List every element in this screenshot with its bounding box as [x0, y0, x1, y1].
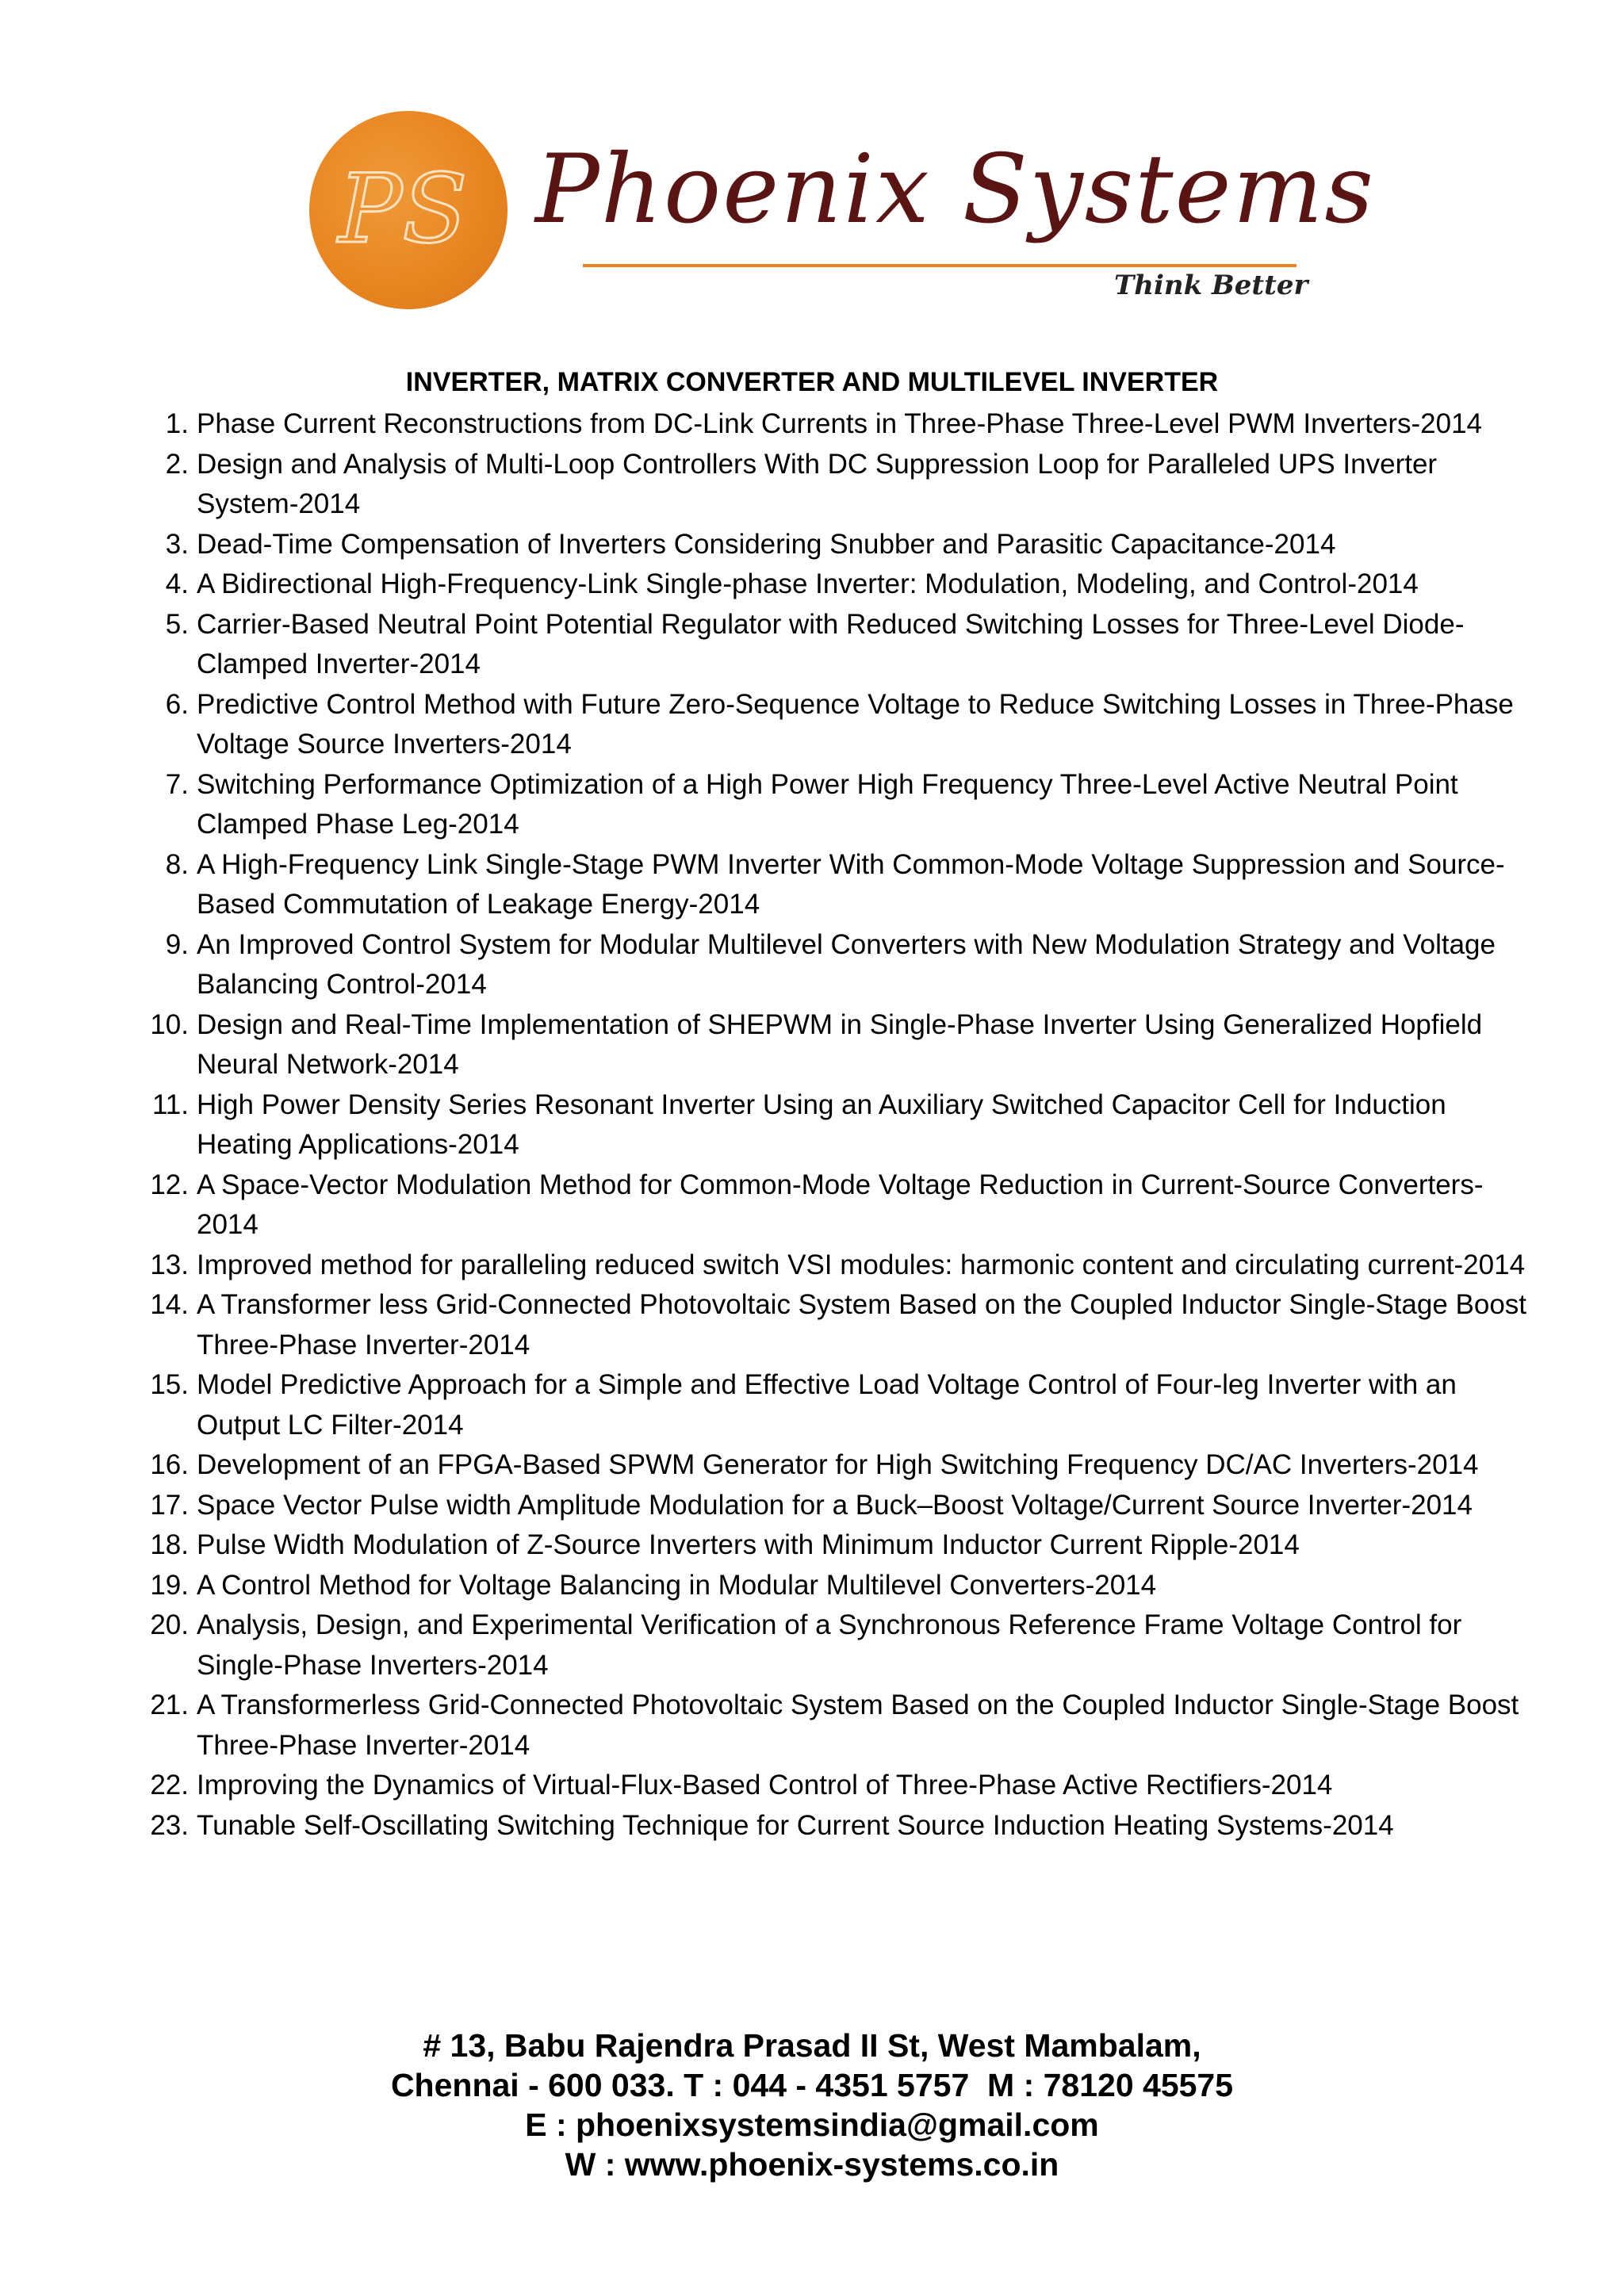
- list-item-number: 6.: [165, 688, 189, 720]
- list-item: [143, 1806, 1538, 1846]
- list-item: [143, 1445, 1538, 1486]
- list-item-title: A Space-Vector Modulation Method for Common-Mode Voltage Reduction in Current-Source Converters-2014: [197, 1169, 1484, 1240]
- list-item-number: 13.: [150, 1249, 189, 1280]
- list-item-title: Pulse Width Modulation of Z-Source Inverters with Minimum Inductor Current Ripple-2014: [197, 1529, 1300, 1560]
- contact-address: # 13, Babu Rajendra Prasad II St, West Mambalam,: [423, 2027, 1201, 2064]
- list-item-title: Space Vector Pulse width Amplitude Modulation for a Buck–Boost Voltage/Current Source Inverter-2014: [197, 1489, 1473, 1521]
- logo-emblem-icon: [309, 111, 508, 309]
- list-item-title: Dead-Time Compensation of Inverters Considering Snubber and Parasitic Capacitance-2014: [197, 528, 1336, 560]
- list-item-number: 9.: [165, 928, 189, 960]
- list-item-number: 15.: [150, 1369, 189, 1400]
- list-item-number: 12.: [150, 1169, 189, 1200]
- list-item-title: A Bidirectional High-Frequency-Link Single-phase Inverter: Modulation, Modeling, and Control-2014: [197, 568, 1419, 599]
- contact-block: [0, 2026, 1624, 2184]
- page-title: INVERTER, MATRIX CONVERTER AND MULTILEVEL INVERTER: [405, 367, 1219, 397]
- list-item-number: 16.: [150, 1449, 189, 1480]
- list-item: [143, 1766, 1538, 1806]
- list-item-title: Phase Current Reconstructions from DC-Link Currents in Three-Phase Three-Level PWM Inverters-2014: [197, 408, 1483, 439]
- list-item-number: 17.: [150, 1489, 189, 1521]
- list-item: [143, 1605, 1538, 1686]
- list-item: [143, 564, 1538, 605]
- list-item-number: 22.: [150, 1770, 189, 1800]
- list-item-title: Design and Real-Time Implementation of SHEPWM in Single-Phase Inverter Using Generalized Hopfield Neural Network-2014: [197, 1008, 1483, 1080]
- list-item: [143, 404, 1538, 445]
- list-item-title: High Power Density Series Resonant Inverter Using an Auxiliary Switched Capacitor Cell for Induction Heating Applications-2014: [197, 1089, 1446, 1160]
- list-item-number: 20.: [150, 1609, 189, 1640]
- list-item-title: Improved method for paralleling reduced switch VSI modules: harmonic content and circulating current-2014: [197, 1249, 1526, 1280]
- list-item-title: Design and Analysis of Multi-Loop Controllers With DC Suppression Loop for Paralleled UPS Inverter System-2014: [197, 448, 1438, 519]
- list-item-title: A Transformer less Grid-Connected Photovoltaic System Based on the Coupled Inductor Single-Stage Boost Three-Phase Inverter-2014: [197, 1289, 1527, 1360]
- list-item-number: 8.: [165, 848, 189, 880]
- logo-monogram: PS: [338, 155, 468, 265]
- list-item: [143, 685, 1538, 765]
- paper-list: [143, 404, 1538, 1846]
- list-item-title: Development of an FPGA-Based SPWM Generator for High Switching Frequency DC/AC Inverters-2014: [197, 1449, 1479, 1480]
- list-item-number: 18.: [150, 1529, 189, 1560]
- list-item: [143, 525, 1538, 565]
- list-item-number: 21.: [150, 1689, 189, 1720]
- list-item-title: An Improved Control System for Modular Multilevel Converters with New Modulation Strategy and Voltage Balancing Control-2014: [197, 928, 1496, 1000]
- list-item-title: Model Predictive Approach for a Simple and Effective Load Voltage Control of Four-leg Inverter with an Output LC Filter-2014: [197, 1369, 1457, 1441]
- list-item: [143, 1486, 1538, 1526]
- list-item: [143, 925, 1538, 1005]
- brand-tagline: Think Better: [1114, 270, 1308, 301]
- list-item-number: 5.: [165, 608, 189, 640]
- list-item-title: Carrier-Based Neutral Point Potential Regulator with Reduced Switching Losses for Three-Level Diode-Clamped Inverter-2014: [197, 608, 1465, 679]
- list-item: [143, 765, 1538, 845]
- list-item-title: Tunable Self-Oscillating Switching Technique for Current Source Induction Heating Systems-2014: [197, 1809, 1394, 1841]
- contact-city-phone: Chennai - 600 033. T : 044 - 4351 5757 M : 78120 45575: [390, 2067, 1234, 2103]
- brand-name: Phoenix Systems: [535, 135, 1375, 245]
- list-item: [143, 1246, 1538, 1286]
- list-item-number: 11.: [151, 1089, 189, 1120]
- list-item-title: Switching Performance Optimization of a High Power High Frequency Three-Level Active Neutral Point Clamped Phase Leg-2014: [197, 768, 1458, 840]
- list-item-number: 23.: [150, 1809, 189, 1841]
- list-item-title: A Transformerless Grid-Connected Photovoltaic System Based on the Coupled Inductor Single-Stage Boost Three-Phase Inverter-2014: [197, 1689, 1519, 1761]
- list-item-number: 1.: [165, 408, 189, 439]
- list-item: [143, 1566, 1538, 1606]
- list-item-title: Improving the Dynamics of Virtual-Flux-Based Control of Three-Phase Active Rectifiers-2014: [197, 1770, 1333, 1800]
- list-item: [143, 1686, 1538, 1766]
- list-item-number: 3.: [165, 528, 189, 560]
- list-item: [143, 1285, 1538, 1365]
- list-item-title: Analysis, Design, and Experimental Verification of a Synchronous Reference Frame Voltage Control for Single-Phase Inverters-2014: [197, 1609, 1462, 1681]
- brand-underline: [583, 264, 1297, 267]
- list-item-number: 2.: [165, 448, 189, 480]
- list-item: [143, 445, 1538, 525]
- header-logo: [309, 111, 1375, 325]
- list-item-number: 7.: [165, 768, 189, 800]
- list-item-number: 19.: [150, 1569, 189, 1601]
- list-item: [143, 1005, 1538, 1085]
- contact-email: E : phoenixsystemsindia@gmail.com: [525, 2107, 1099, 2143]
- list-item-title: A Control Method for Voltage Balancing in Modular Multilevel Converters-2014: [197, 1569, 1157, 1601]
- list-item-number: 10.: [150, 1008, 189, 1040]
- list-item-title: A High-Frequency Link Single-Stage PWM Inverter With Common-Mode Voltage Suppression and Source-Based Commutation of Leakage Energy-2014: [197, 848, 1505, 920]
- list-item: [143, 1365, 1538, 1445]
- list-item-number: 14.: [150, 1289, 189, 1320]
- list-item: [143, 1525, 1538, 1566]
- list-item: [143, 1085, 1538, 1165]
- list-item: [143, 605, 1538, 685]
- list-item-number: 4.: [165, 568, 189, 599]
- list-item: [143, 845, 1538, 925]
- contact-website: W : www.phoenix-systems.co.in: [565, 2146, 1059, 2183]
- list-item-title: Predictive Control Method with Future Zero-Sequence Voltage to Reduce Switching Losses in Three-Phase Voltage Source Inverters-2014: [197, 688, 1514, 760]
- list-item: [143, 1165, 1538, 1246]
